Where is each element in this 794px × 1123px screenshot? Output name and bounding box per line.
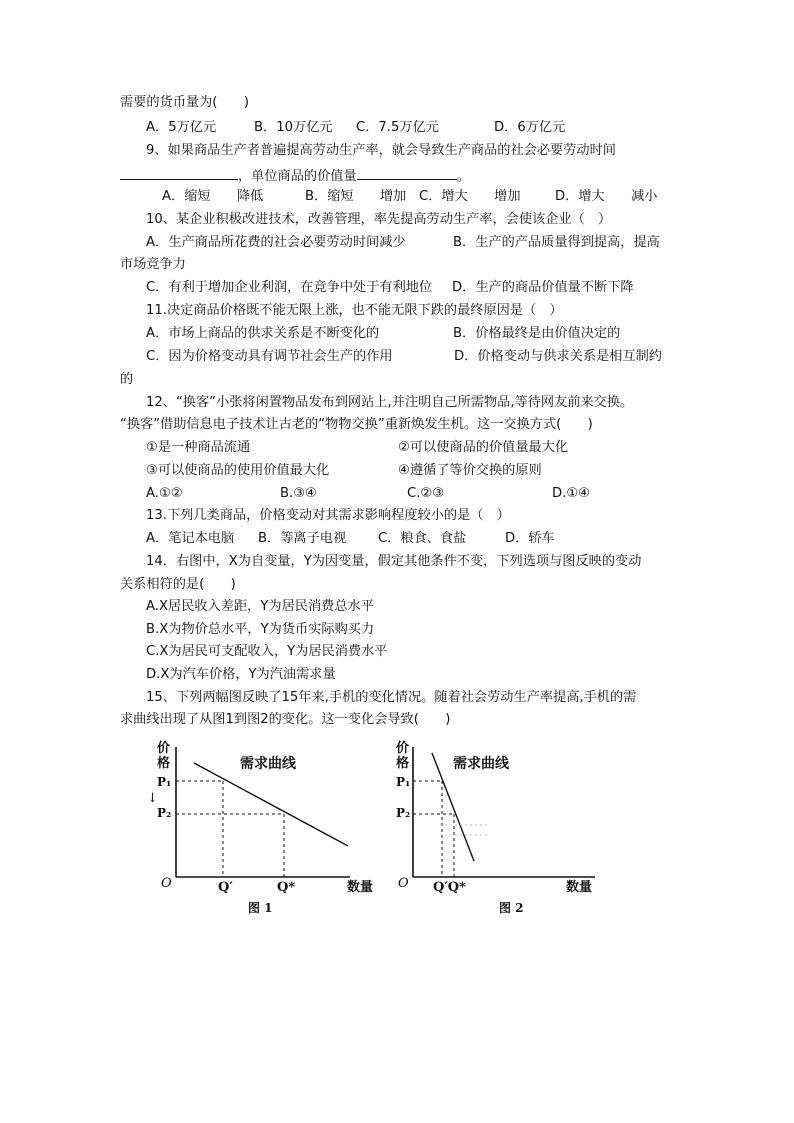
fig2-p1-label: P₁ <box>396 775 411 789</box>
q9-stem-continued <box>120 165 470 186</box>
q14-stem-continued: 关系相符的是( ) <box>120 577 236 592</box>
q12-statement-4: ④遵循了等价交换的原则 <box>398 463 542 478</box>
fig1-x-label: 数量 <box>347 880 374 895</box>
q14-option-a: A.X居民收入差距，Y为居民消费总水平 <box>146 599 374 614</box>
fig2-p2-label: P₂ <box>396 806 411 820</box>
fig2-q-labels: Q′Q* <box>433 880 466 895</box>
q9-stem: 9、如果商品生产者普遍提高劳动生产率，就会导致生产商品的社会必要劳动时间 <box>146 143 616 158</box>
q14-option-d: D.X为汽车价格，Y为汽油需求量 <box>146 667 336 682</box>
fig1-origin-label: O <box>161 876 172 891</box>
fig2-origin-label: O <box>398 876 409 891</box>
q11-stem: 11.决定商品价格既不能无限上涨，也不能无限下跌的最终原因是（ ） <box>146 303 563 318</box>
q12-statement-3: ③可以使商品的使用价值最大化 <box>146 463 330 478</box>
fig1-arrow-down-icon: ↓ <box>147 791 158 806</box>
q12-option-c: C.②③ <box>407 486 445 501</box>
q12-stem: 12、“换客”小张将闲置物品发布到网站上,并注明自己所需物品,等待网友前来交换。 <box>146 395 634 410</box>
fig2-caption: 图 2 <box>499 901 524 915</box>
q8-option-a: A．5万亿元 <box>146 120 217 135</box>
fig1-p2-label: P₂ <box>157 806 172 820</box>
q8-stem: 需要的货币量为( ) <box>120 95 249 110</box>
q9-option-a: A．缩短 降低 <box>162 189 264 204</box>
q13-option-d: D．轿车 <box>505 531 555 546</box>
q8-option-d: D．6万亿元 <box>494 120 566 135</box>
demand-curve-figure-1 <box>145 735 385 920</box>
fig2-curve-label: 需求曲线 <box>453 756 509 772</box>
q10-option-c: C．有利于增加企业利润，在竞争中处于有利地位 <box>146 280 433 295</box>
q13-stem: 13.下列几类商品，价格变动对其需求影响程度较小的是（ ） <box>146 508 510 523</box>
q13-option-a: A．笔记本电脑 <box>146 531 235 546</box>
q12-option-b: B.③④ <box>280 486 317 501</box>
q15-stem: 15、下列两幅图反映了15年来,手机的变化情况。随着社会劳动生产率提高,手机的需 <box>146 690 637 705</box>
q12-stem-continued: “换客”借助信息电子技术让古老的“物物交换”重新焕发生机。这一交换方式( ) <box>120 417 593 432</box>
q10-stem: 10、某企业积极改进技术，改善管理，率先提高劳动生产率，会使该企业（ ） <box>146 212 612 227</box>
fig1-y-label-1: 价 <box>157 741 171 756</box>
fig1-demand-curve <box>194 763 348 846</box>
q10-option-a: A．生产商品所花费的社会必要劳动时间减少 <box>146 235 406 250</box>
q9-option-b: B．缩短 增加 <box>305 189 407 204</box>
q11-option-b: B．价格最终是由价值决定的 <box>453 326 621 341</box>
demand-curve-figure-2 <box>390 735 610 920</box>
q12-option-d: D.①④ <box>552 486 590 501</box>
q12-option-a: A.①② <box>146 486 183 501</box>
q11-option-d: D．价格变动与供求关系是相互制约 <box>454 349 662 364</box>
q10-option-b-continued: 市场竞争力 <box>120 257 186 272</box>
q8-option-b: B．10万亿元 <box>254 120 333 135</box>
fig1-q1-label: Q′ <box>218 880 233 895</box>
q10-option-d: D．生产的商品价值量不断下降 <box>452 280 634 295</box>
q12-statement-2: ②可以使商品的价值量最大化 <box>398 440 569 455</box>
q9-stem-b: ，单位商品的价值量 <box>238 169 357 184</box>
q8-option-c: C．7.5万亿元 <box>356 120 439 135</box>
q14-option-b: B.X为物价总水平，Y为货币实际购买力 <box>146 622 375 637</box>
fig1-q2-label: Q* <box>277 880 296 895</box>
fig1-curve-label: 需求曲线 <box>240 756 296 772</box>
q14-option-c: C.X为居民可支配收入，Y为居民消费水平 <box>146 644 388 659</box>
q13-option-b: B．等离子电视 <box>258 531 347 546</box>
q9-blank-1 <box>120 165 238 180</box>
fig2-x-label: 数量 <box>566 880 593 895</box>
fig2-y-label-1: 价 <box>396 741 410 756</box>
fig1-caption: 图 1 <box>248 901 273 915</box>
q9-blank-2 <box>357 165 457 180</box>
q10-option-b: B．生产的产品质量得到提高，提高 <box>453 235 660 250</box>
q9-option-d: D．增大 减小 <box>555 189 658 204</box>
q11-option-a: A．市场上商品的供求关系是不断变化的 <box>146 326 380 341</box>
q13-option-c: C．粮食、食盐 <box>378 531 467 546</box>
q11-option-c: C．因为价格变动具有调节社会生产的作用 <box>146 349 393 364</box>
fig2-y-label-2: 格 <box>396 756 410 771</box>
fig1-y-label-2: 格 <box>157 756 171 771</box>
q14-stem: 14．右图中，X为自变量，Y为因变量，假定其他条件不变，下列选项与图反映的变动 <box>146 554 642 569</box>
fig1-p1-label: P₁ <box>157 775 172 789</box>
q15-stem-continued: 求曲线出现了从图1到图2的变化。这一变化会导致( ) <box>120 712 451 727</box>
q9-option-c: C．增大 增加 <box>419 189 521 204</box>
q9-stem-c: 。 <box>456 169 470 184</box>
q12-statement-1: ①是一种商品流通 <box>146 440 251 455</box>
q11-option-d-continued: 的 <box>120 372 134 387</box>
